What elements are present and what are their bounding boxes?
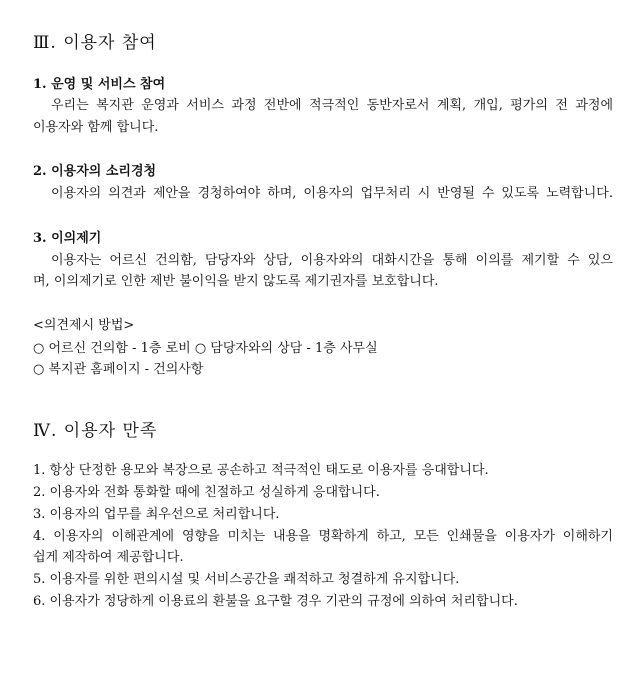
- item-3-line-1: 이용자는 어르신 건의함, 담당자와 상담, 이용자와의 대화시간을 통해 이의를 제기할 수 있으: [51, 253, 613, 268]
- item-1-title: 1. 운영 및 서비스 참여: [33, 77, 166, 92]
- section-4-heading: Ⅳ. 이용자 만족: [33, 421, 158, 441]
- item-3-title: 3. 이의제기: [33, 231, 102, 246]
- satisfaction-line-1: 1. 항상 단정한 용모와 복장으로 공손하고 적극적인 태도로 이용자를 응대합니다.: [33, 463, 489, 478]
- satisfaction-line-4-cont: 쉽게 제작하여 제공합니다.: [33, 550, 184, 565]
- method-line-2: ○ 복지관 홈페이지 - 건의사항: [33, 362, 204, 377]
- method-line-1: ○ 어르신 건의함 - 1층 로비 ○ 담당자와의 상담 - 1층 사무실: [33, 341, 378, 356]
- satisfaction-line-2: 2. 이용자와 전화 통화할 때에 친절하고 성실하게 응대합니다.: [33, 485, 380, 500]
- satisfaction-line-3: 3. 이용자의 업무를 최우선으로 처리합니다.: [33, 507, 280, 522]
- method-title: <의견제시 방법>: [33, 318, 135, 333]
- item-1-line-1: 우리는 복지관 운영과 서비스 과정 전반에 적극적인 동반자로서 계획, 개입, 평가의 전 과정에: [51, 98, 613, 113]
- satisfaction-line-4: 4. 이용자의 이해관계에 영향을 미치는 내용을 명확하게 하고, 모든 인쇄물을 이용자가 이해하기: [33, 529, 613, 544]
- section-3-heading: Ⅲ. 이용자 참여: [33, 33, 157, 53]
- item-2-title: 2. 이용자의 소리경청: [33, 164, 157, 179]
- item-2-line-1: 이용자의 의견과 제안을 경청하여야 하며, 이용자의 업무처리 시 반영될 수 있도록 노력합니다.: [51, 186, 613, 201]
- satisfaction-line-5: 5. 이용자를 위한 편의시설 및 서비스공간을 쾌적하고 청결하게 유지합니다.: [33, 572, 460, 587]
- item-1-line-2: 이용자와 함께 합니다.: [33, 120, 159, 135]
- item-3-line-2: 며, 이의제기로 인한 제반 불이익을 받지 않도록 제기권자를 보호합니다.: [33, 274, 439, 289]
- satisfaction-line-6: 6. 이용자가 정당하게 이용료의 환불을 요구할 경우 기관의 규정에 의하여 처리합니다.: [33, 594, 518, 609]
